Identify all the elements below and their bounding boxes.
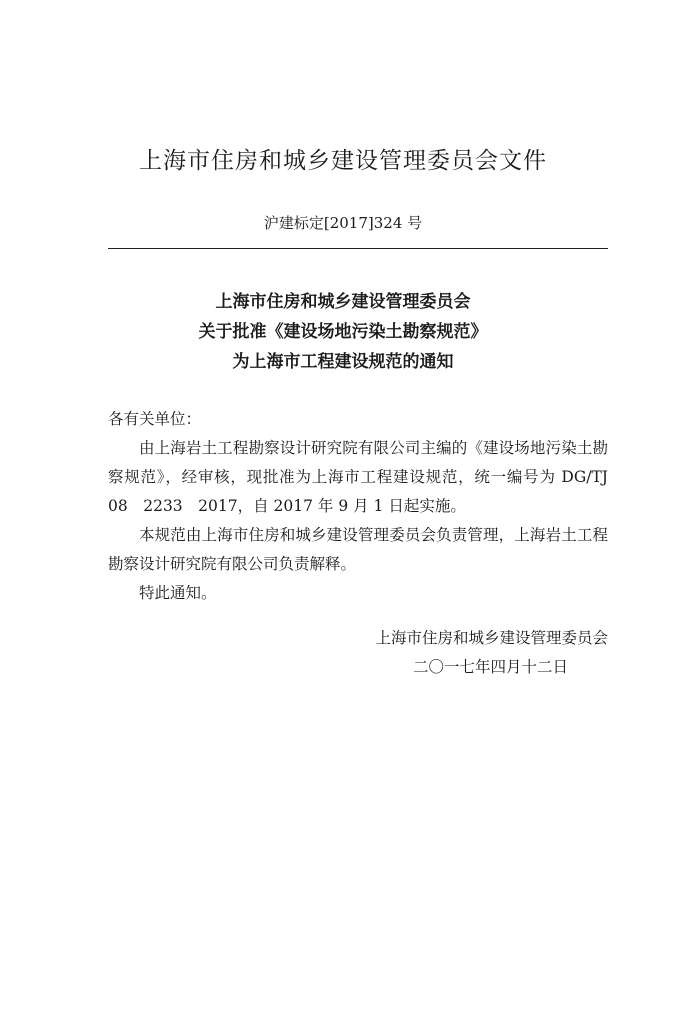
notice-title-line: 为上海市工程建设规范的通知 [232,352,454,372]
body-paragraph: 特此通知。 [139,584,217,602]
signature-block [375,624,608,682]
document-number: 沪建标定[2017]324 号 [263,214,423,232]
issue-date: 二〇一七年四月十二日 [412,658,568,676]
notice-body [108,405,608,608]
header-title: 上海市住房和城乡建设管理委员会文件 [139,148,547,174]
header-divider [108,248,608,249]
salutation: 各有关单位： [108,410,202,428]
issuer-name: 上海市住房和城乡建设管理委员会 [375,629,608,647]
notice-title-line: 关于批准《建设场地污染土勘察规范》 [198,322,488,342]
body-paragraph: 本规范由上海市住房和城乡建设管理委员会负责管理，上海岩土工程勘察设计研究院有限公司负责解释。 [108,526,608,573]
body-paragraph: 由上海岩土工程勘察设计研究院有限公司主编的《建设场地污染土勘察规范》，经审核，现批准为上海市工程建设规范，统一编号为 DG/TJ 08 2233 2017，自 2017 年 9 月 1 日起实施。 [108,439,608,515]
notice-title-line: 上海市住房和城乡建设管理委员会 [215,292,471,312]
notice-title [0,287,686,377]
